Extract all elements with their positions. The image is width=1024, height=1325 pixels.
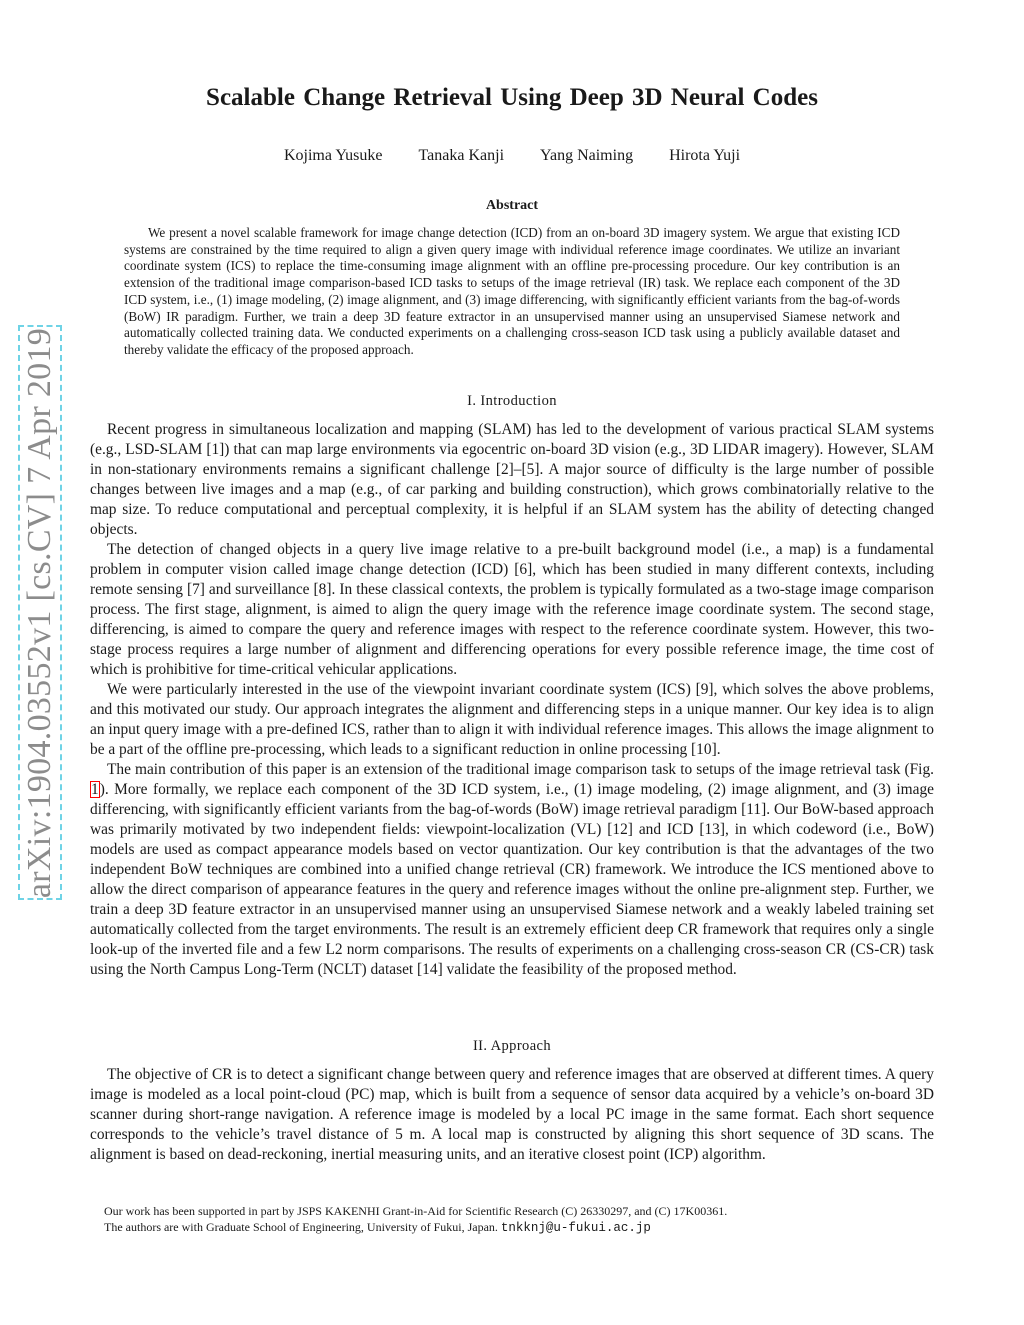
abstract-heading: Abstract bbox=[485, 198, 539, 213]
email-address[interactable]: tnkknj@u-fukui.ac.jp bbox=[500, 1221, 651, 1235]
figure-reference-link[interactable]: 1 bbox=[91, 781, 99, 798]
paragraph-text: ). More formally, we replace each component of the 3D ICD system, i.e., (1) image modeling, (2) image alignment, and (3) image differencing, with significantly efficient variants from the bag-of-words (BoW) image retrieval paradigm [11]. Our BoW-based approach was primarily motivated by two independent fields: viewpoint-localization (VL) [12] and ICD [13], in which codeword (i.e., BoW) models are used as compact appearance models based on vector quantization. Our key contribution is that the advantages of the two independent BoW techniques are combined into a unified change retrieval (CR) framework. We introduce the ICS mentioned above to allow the direct comparison of appearance features in the query and reference images without the online pre-alignment step. Further, we train a deep 3D feature extractor in an unsupervised manner using an unsupervised Siamese network and a weakly labeled training set automatically collected from the target environments. The result is an extremely efficient deep CR framework that requires only a single look-up of the inverted file and a few L2 norm comparisons. The results of experiments on a challenging cross-season CR (CS-CR) task using the North Campus Long-Term (NCLT) dataset [14] validate the feasibility of the proposed method. bbox=[90, 781, 934, 978]
footnote-affiliation bbox=[90, 1219, 934, 1236]
footnote-funding: Our work has been supported in part by JSPS KAKENHI Grant-in-Aid for Scientific Research (C) 26330297, and (C) 17K00361. bbox=[104, 1204, 728, 1218]
affiliation-text: The authors are with Graduate School of Engineering, University of Fukui, Japan. bbox=[104, 1220, 498, 1234]
abstract-text: We present a novel scalable framework for image change detection (ICD) from an on-board 3D imagery system. We argue that existing ICD systems are constrained by the time required to align a given query image with individual reference image coordinates. We utilize an invariant coordinate system (ICS) to replace the time-consuming image alignment with an offline pre-processing procedure. Our key contribution is an extension of the traditional image comparison-based ICD tasks to setups of the image retrieval (IR) task. We replace each component of the 3D ICD system, i.e., (1) image modeling, (2) image alignment, and (3) image differencing, with significantly efficient variants from the bag-of-words (BoW) IR paradigm. Further, we train a deep 3D feature extractor in an unsupervised manner using an unsupervised Siamese network and automatically collected training data. We conducted experiments on a challenging cross-season ICD task using a publicly available dataset and thereby validate the efficacy of the proposed approach. bbox=[124, 225, 900, 357]
paragraph: The detection of changed objects in a query live image relative to a pre-built background model (i.e., a map) is a fundamental problem in computer vision called image change detection (ICD) [6], which has been studied in many different contexts, including remote sensing [7] and surveillance [8]. In these classical contexts, the problem is typically formulated as a two-stage image comparison process. The first stage, alignment, is aimed to align the query image with the reference image coordinate system. The second stage, differencing, is aimed to compare the query and reference images with respect to the reference coordinate system. However, this two-stage process requires a large number of alignment and differencing operations for every possible reference image, the time cost of which is prohibitive for time-critical vehicular applications. bbox=[90, 541, 934, 678]
author-list bbox=[0, 147, 1024, 165]
paragraph bbox=[90, 760, 934, 980]
introduction-body bbox=[90, 420, 934, 980]
approach-body bbox=[90, 1065, 934, 1165]
section-heading-approach: II. Approach bbox=[472, 1038, 552, 1054]
paragraph: The objective of CR is to detect a significant change between query and reference images that are observed at different times. A query image is modeled as a local point-cloud (PC) map, which is built from a sequence of sensor data acquired by a vehicle’s on-board 3D scanner during short-range navigation. A reference image is modeled by a local PC image in the same format. Each short sequence corresponds to the vehicle’s travel distance of 5 m. A local map is constructed by aligning this short sequence of 3D scans. The alignment is based on dead-reckoning, inertial measuring units, and an iterative closest point (ICP) algorithm. bbox=[90, 1066, 934, 1163]
footnotes bbox=[90, 1203, 934, 1236]
arxiv-identifier-stamp bbox=[18, 325, 62, 900]
paper-title: Scalable Change Retrieval Using Deep 3D Neural Codes bbox=[206, 84, 818, 111]
paragraph: We were particularly interested in the use of the viewpoint invariant coordinate system (ICS) [9], which solves the above problems, and this motivated our study. Our approach integrates the alignment and differencing steps in a unique manner. Our key idea is to align an input query image with a pre-defined ICS, rather than to align it with individual reference images. This allows the image alignment to be a part of the offline pre-processing, which leads to a significant reduction in online processing [10]. bbox=[90, 681, 934, 758]
author-name: Tanaka Kanji bbox=[418, 147, 505, 164]
paragraph-text: The main contribution of this paper is an extension of the traditional image comparison task to setups of the image retrieval task (Fig. bbox=[107, 761, 934, 778]
author-name: Kojima Yusuke bbox=[283, 147, 383, 164]
author-name: Hirota Yuji bbox=[669, 147, 741, 164]
section-heading-introduction: I. Introduction bbox=[467, 393, 557, 409]
paragraph: Recent progress in simultaneous localization and mapping (SLAM) has led to the development of various practical SLAM systems (e.g., LSD-SLAM [1]) that can map large environments via egocentric on-board 3D vision (e.g., 3D LIDAR imagery). However, SLAM in non-stationary environments remains a significant challenge [2]–[5]. A major source of difficulty is the large number of possible changes between live images and a map (e.g., of car parking and building construction), which grows combinatorially relative to the map size. To reduce computational and perceptual complexity, it is helpful if an SLAM system has the ability of detecting changed objects. bbox=[90, 421, 934, 538]
arxiv-identifier-text: arXiv:1904.03552v1 [cs.CV] 7 Apr 2019 bbox=[21, 327, 59, 898]
author-name: Yang Naiming bbox=[540, 147, 634, 164]
